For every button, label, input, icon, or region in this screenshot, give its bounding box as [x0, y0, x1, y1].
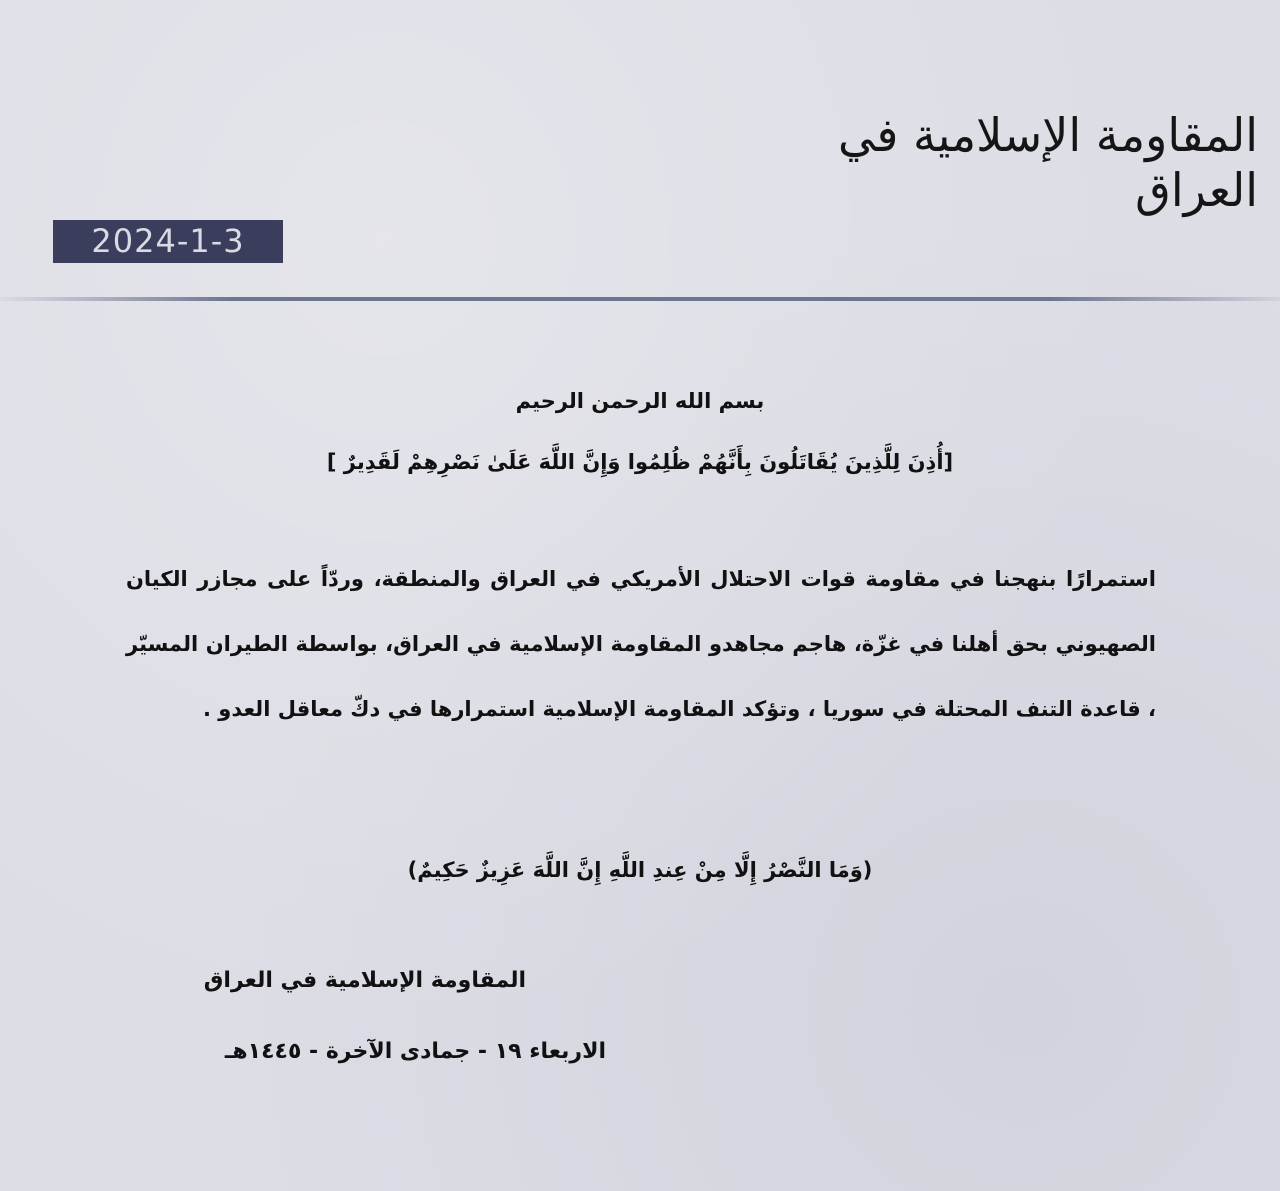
- closing-verse: (وَمَا النَّصْرُ إِلَّا مِنْ عِندِ اللَّهِ إِنَّ اللَّهَ عَزِيزٌ حَكِيمٌ): [407, 858, 873, 882]
- hijri-date: الاربعاء ١٩ - جمادى الآخرة - ١٤٤٥هـ: [224, 1039, 606, 1064]
- header-divider: [0, 297, 1280, 301]
- opening-verse: [أُذِنَ لِلَّذِينَ يُقَاتَلُونَ بِأَنَّهُمْ ظُلِمُوا وَإِنَّ اللَّهَ عَلَىٰ نَصْرِهِمْ لَقَدِيرٌ ]: [326, 450, 954, 474]
- statement-body: استمرارًا بنهجنا في مقاومة قوات الاحتلال الأمريكي في العراق والمنطقة، وردّاً على مجازر الكيان الصهيوني بحق أهلنا في غزّة، هاجم مجاهدو المقاومة الإسلامية في العراق، بواسطة الطيران المسيّر ، قاعدة التنف المحتلة في سوريا ، وتؤكد المقاومة الإسلامية استمرارها في دكّ معاقل العدو .: [126, 567, 1156, 721]
- basmala-heading: بسم الله الرحمن الرحيم: [515, 389, 765, 413]
- organization-logo-text: المقاومة الإسلامية في العراق: [838, 108, 1258, 218]
- date-badge: 2024-1-3: [53, 220, 283, 263]
- signature: المقاومة الإسلامية في العراق: [203, 968, 526, 993]
